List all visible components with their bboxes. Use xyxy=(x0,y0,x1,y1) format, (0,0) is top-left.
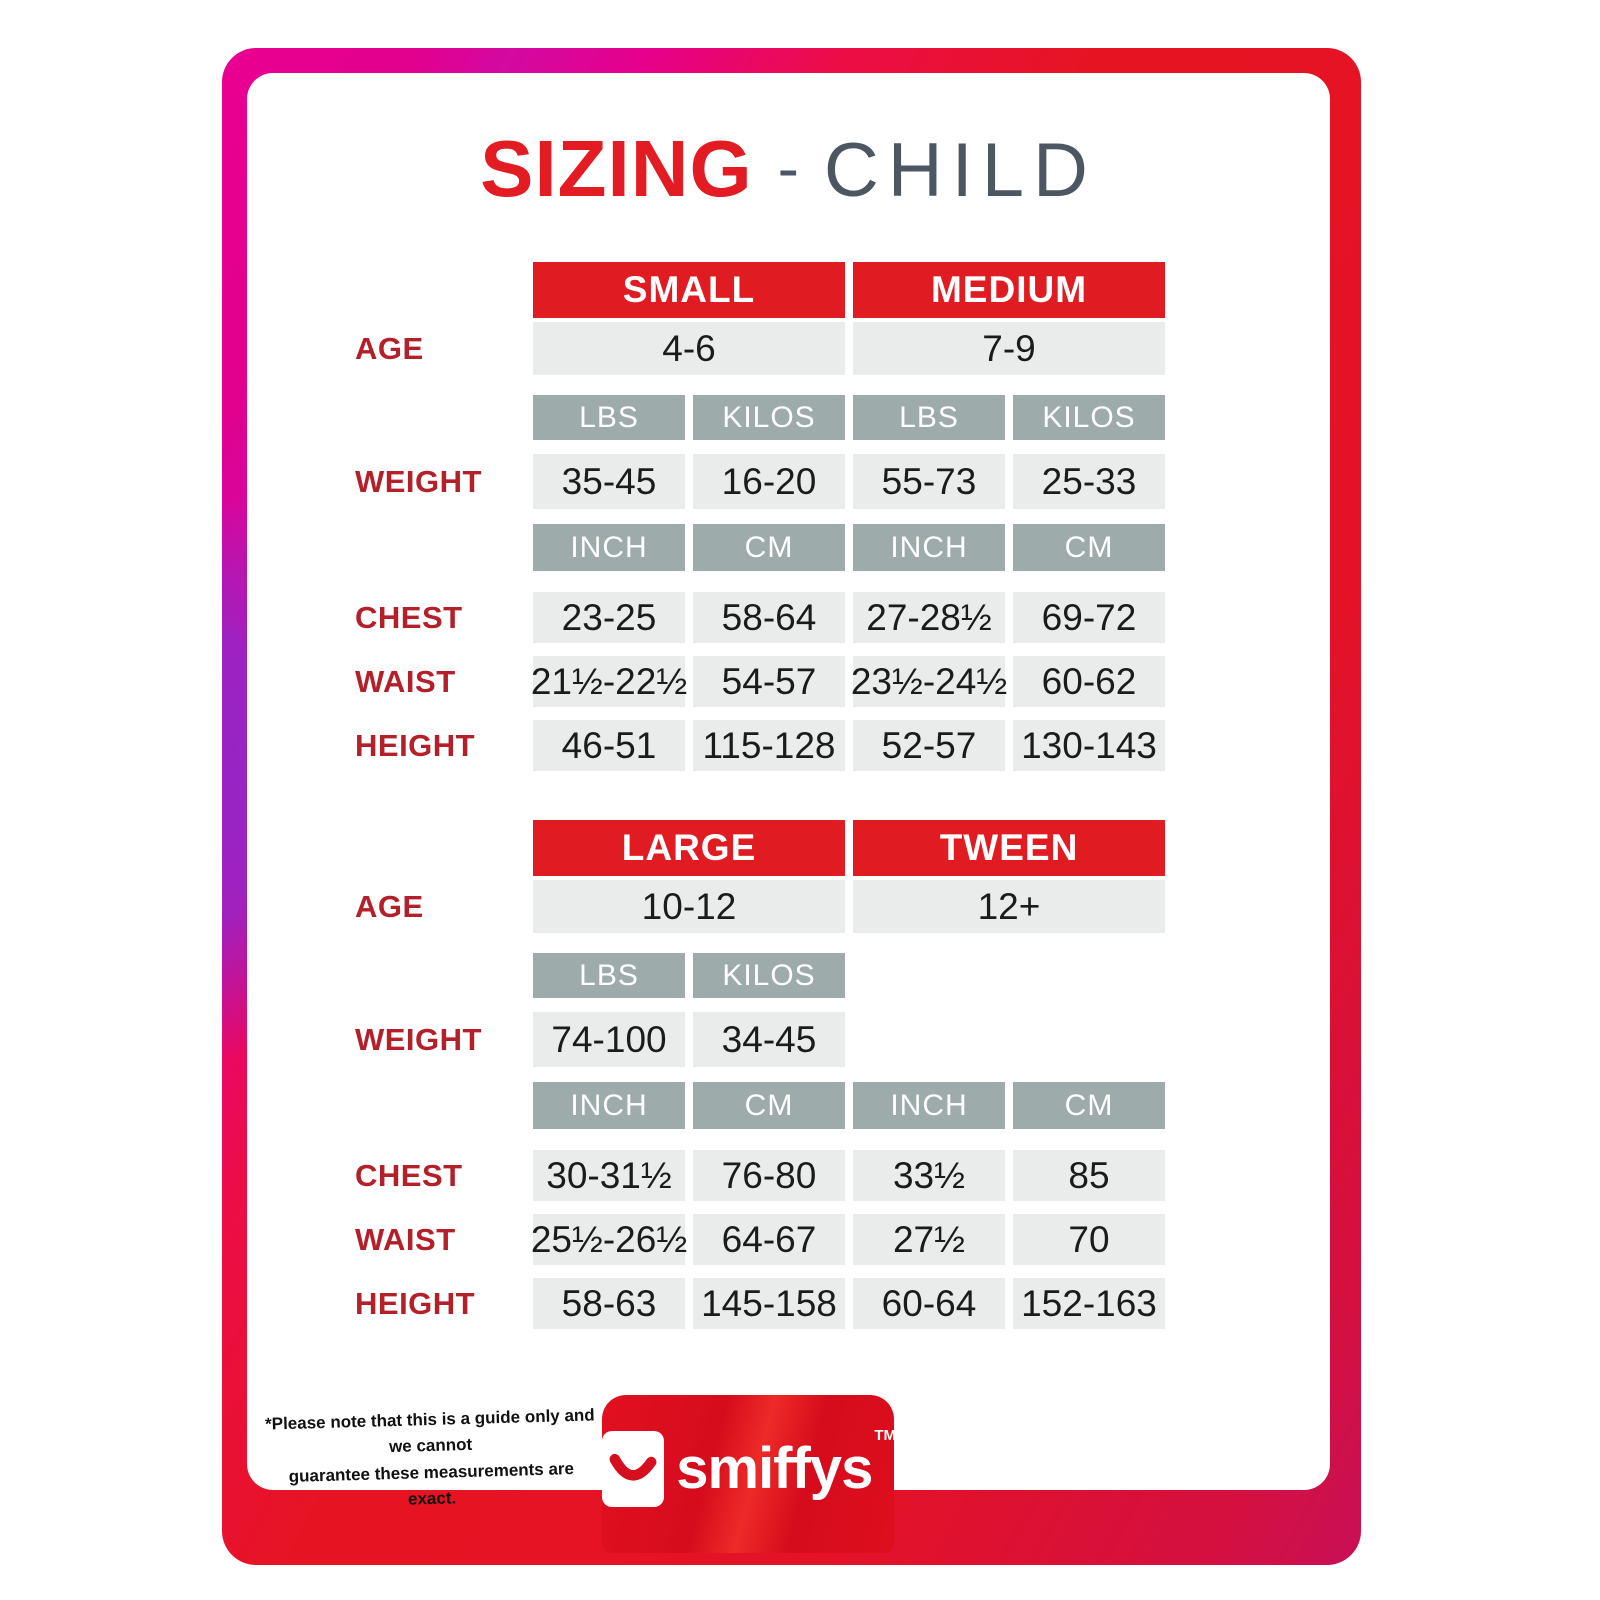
row-label-weight: WEIGHT xyxy=(355,463,482,499)
row-label-waist: WAIST xyxy=(355,1221,456,1257)
smile-icon xyxy=(602,1431,664,1507)
weight-cell: 74-100 xyxy=(533,1012,685,1067)
size-table-small-medium xyxy=(355,262,1177,771)
unit-header-lbs: LBS xyxy=(853,395,1005,440)
measure-units-row xyxy=(355,524,1177,571)
height-cell: 130-143 xyxy=(1013,720,1165,771)
weight-cell: 25-33 xyxy=(1013,454,1165,509)
row-label-age: AGE xyxy=(355,330,424,366)
smiffys-logo xyxy=(602,1395,894,1553)
age-row xyxy=(355,322,1177,375)
size-header-medium: MEDIUM xyxy=(853,262,1165,318)
chest-cell: 23-25 xyxy=(533,592,685,643)
age-cell: 12+ xyxy=(853,880,1165,933)
waist-row xyxy=(355,656,1177,707)
unit-header-lbs: LBS xyxy=(533,953,685,998)
unit-header-cm: CM xyxy=(1013,1082,1165,1129)
height-cell: 60-64 xyxy=(853,1278,1005,1329)
size-header-large: LARGE xyxy=(533,820,845,876)
waist-cell: 64-67 xyxy=(693,1214,845,1265)
row-label-height: HEIGHT xyxy=(355,727,476,763)
footer-note xyxy=(262,1402,601,1517)
smiffys-wordmark: smiffys™ xyxy=(676,1426,896,1501)
weight-row xyxy=(355,1012,1177,1067)
weight-units-row xyxy=(355,953,1177,998)
row-label-age: AGE xyxy=(355,888,424,924)
waist-cell: 21½-22½ xyxy=(533,656,685,707)
unit-header-cm: CM xyxy=(693,1082,845,1129)
height-cell: 46-51 xyxy=(533,720,685,771)
page-title xyxy=(247,123,1330,215)
age-cell: 4-6 xyxy=(533,322,845,375)
waist-cell: 54-57 xyxy=(693,656,845,707)
row-label-height: HEIGHT xyxy=(355,1285,476,1321)
unit-header-cm: CM xyxy=(1013,524,1165,571)
footer-note-line2: guarantee these measurements are exact. xyxy=(288,1458,575,1509)
unit-header-inch: INCH xyxy=(533,524,685,571)
height-cell: 58-63 xyxy=(533,1278,685,1329)
unit-header-inch: INCH xyxy=(853,524,1005,571)
footer-note-line1: *Please note that this is a guide only and we cannot xyxy=(264,1405,595,1457)
row-label-waist: WAIST xyxy=(355,663,456,699)
unit-header-inch: INCH xyxy=(533,1082,685,1129)
chest-row xyxy=(355,1150,1177,1201)
age-cell: 7-9 xyxy=(853,322,1165,375)
waist-cell: 70 xyxy=(1013,1214,1165,1265)
chest-cell: 85 xyxy=(1013,1150,1165,1201)
unit-header-kilos: KILOS xyxy=(693,953,845,998)
waist-row xyxy=(355,1214,1177,1265)
height-row xyxy=(355,1278,1177,1329)
weight-cell: 55-73 xyxy=(853,454,1005,509)
height-cell: 152-163 xyxy=(1013,1278,1165,1329)
chest-row xyxy=(355,592,1177,643)
weight-cell: 34-45 xyxy=(693,1012,845,1067)
page-frame xyxy=(222,48,1361,1565)
trademark-symbol: TM xyxy=(874,1426,896,1444)
size-header-row xyxy=(355,820,1177,876)
unit-header-kilos: KILOS xyxy=(693,395,845,440)
age-row xyxy=(355,880,1177,933)
unit-header-kilos: KILOS xyxy=(1013,395,1165,440)
title-sizing: SIZING xyxy=(480,124,753,213)
measure-units-row xyxy=(355,1082,1177,1129)
chest-cell: 33½ xyxy=(853,1150,1005,1201)
chest-cell: 30-31½ xyxy=(533,1150,685,1201)
sizing-sheet xyxy=(247,73,1330,1509)
row-label-chest: CHEST xyxy=(355,1157,463,1193)
waist-cell: 27½ xyxy=(853,1214,1005,1265)
size-header-tween: TWEEN xyxy=(853,820,1165,876)
waist-cell: 25½-26½ xyxy=(533,1214,685,1265)
chest-cell: 69-72 xyxy=(1013,592,1165,643)
chest-cell: 27-28½ xyxy=(853,592,1005,643)
title-child: CHILD xyxy=(823,128,1097,213)
unit-header-inch: INCH xyxy=(853,1082,1005,1129)
chest-cell: 58-64 xyxy=(693,592,845,643)
unit-header-lbs: LBS xyxy=(533,395,685,440)
height-cell: 115-128 xyxy=(693,720,845,771)
weight-cell: 16-20 xyxy=(693,454,845,509)
chest-cell: 76-80 xyxy=(693,1150,845,1201)
unit-header-cm: CM xyxy=(693,524,845,571)
age-cell: 10-12 xyxy=(533,880,845,933)
waist-cell: 60-62 xyxy=(1013,656,1165,707)
waist-cell: 23½-24½ xyxy=(853,656,1005,707)
row-label-weight: WEIGHT xyxy=(355,1021,482,1057)
size-table-large-tween xyxy=(355,820,1177,1329)
title-separator: - xyxy=(777,132,799,204)
height-cell: 52-57 xyxy=(853,720,1005,771)
weight-cell: 35-45 xyxy=(533,454,685,509)
height-row xyxy=(355,720,1177,771)
height-cell: 145-158 xyxy=(693,1278,845,1329)
weight-row xyxy=(355,454,1177,509)
row-label-chest: CHEST xyxy=(355,599,463,635)
size-header-row xyxy=(355,262,1177,318)
weight-units-row xyxy=(355,395,1177,440)
size-header-small: SMALL xyxy=(533,262,845,318)
